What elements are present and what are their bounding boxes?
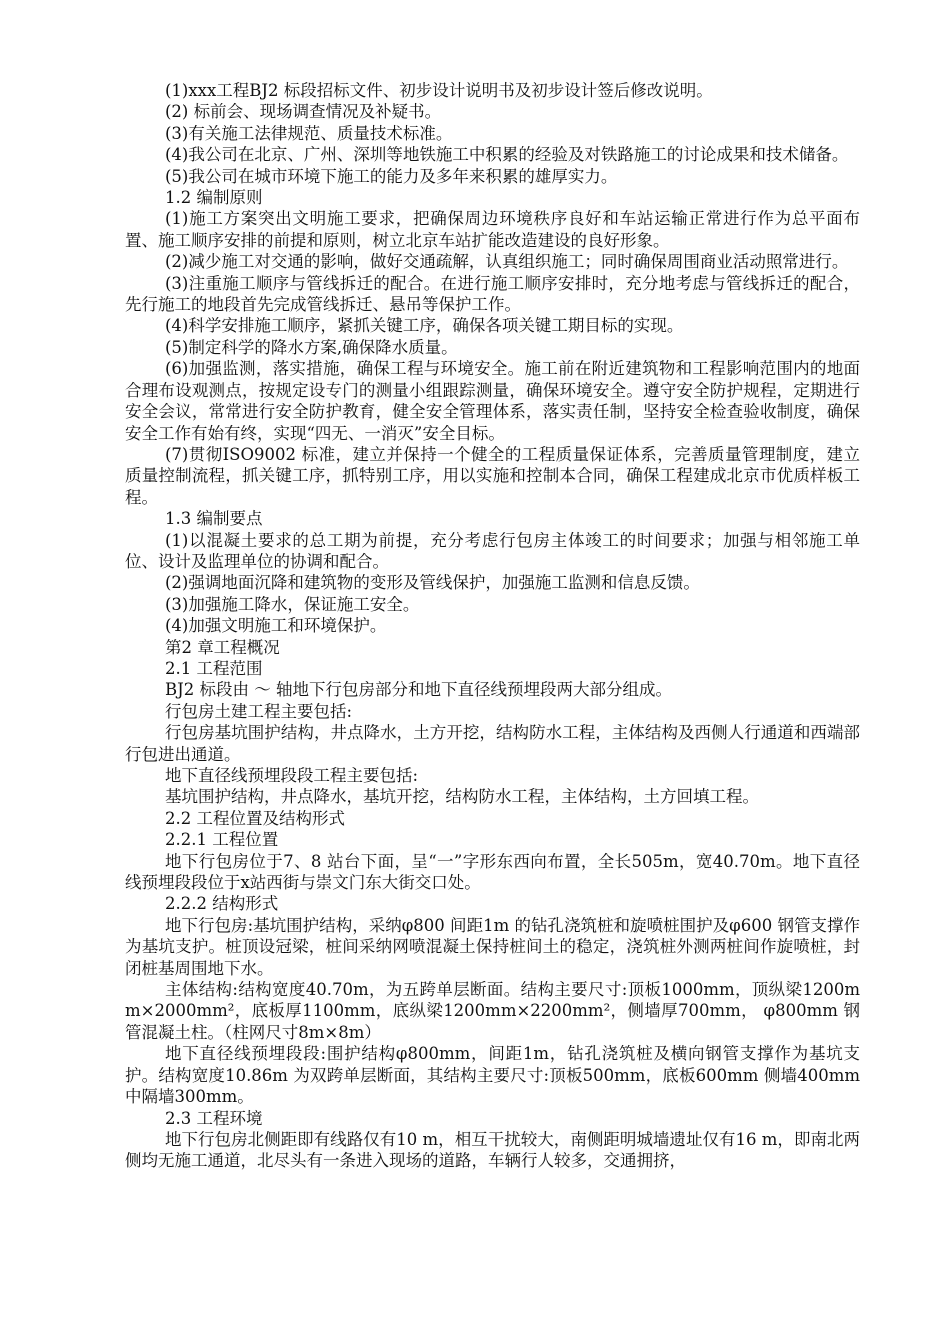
- section-heading: 2.1 工程范围: [165, 658, 263, 678]
- paragraph: 行包房土建工程主要包括:: [165, 701, 353, 721]
- paragraph: 主体结构:结构宽度40.70m，为五跨单层断面。结构主要尺寸:顶板1000mm，顶纵梁1200mm×2000mm²，底板厚1100mm，底纵梁1200mm×2200mm²，侧墙厚700mm， φ800mm 钢管混凝土柱。（柱网尺寸8m×8m）: [125, 980, 860, 1042]
- paragraph: (3)加强施工降水，保证施工安全。: [165, 594, 420, 614]
- section-heading: 2.3 工程环境: [165, 1108, 263, 1128]
- subsection-heading: 2.2.1 工程位置: [165, 830, 279, 850]
- section-heading: 2.2 工程位置及结构形式: [165, 808, 345, 828]
- paragraph: (5)制定科学的降水方案,确保降水质量。: [165, 337, 458, 357]
- paragraph: BJ2 标段由 ～ 轴地下行包房部分和地下直径线预埋段两大部分组成。: [165, 680, 672, 700]
- paragraph: (1)以混凝土要求的总工期为前提，充分考虑行包房主体竣工的时间要求；加强与相邻施工单位、设计及监理单位的协调和配合。: [125, 530, 860, 571]
- document-body: [125, 80, 866, 1172]
- paragraph: 基坑围护结构，井点降水，基坑开挖，结构防水工程，主体结构，土方回填工程。: [165, 787, 759, 807]
- paragraph: (3)注重施工顺序与管线拆迁的配合。在进行施工顺序安排时，充分地考虑与管线拆迁的配合，先行施工的地段首先完成管线拆迁、悬吊等保护工作。: [125, 273, 860, 315]
- paragraph: 地下直径线预埋段段工程主要包括:: [165, 766, 419, 785]
- paragraph: (1)xxx工程BJ2 标段招标文件、初步设计说明书及初步设计签后修改说明。: [165, 81, 713, 100]
- paragraph: (5)我公司在城市环境下施工的能力及多年来积累的雄厚实力。: [165, 166, 618, 186]
- paragraph: (3)有关施工法律规范、质量技术标准。: [165, 123, 453, 143]
- paragraph: 地下行包房:基坑围护结构，采纳φ800 间距1m 的钻孔浇筑桩和旋喷桩围护及φ600 钢管支撑作为基坑支护。桩顶设冠梁，桩间采纳网喷混凝土保持桩间土的稳定，浇筑桩外测两桩间作旋喷桩，封闭桩基周围地下水。: [125, 915, 860, 978]
- paragraph: (4)我公司在北京、广州、深圳等地铁施工中积累的经验及对铁路施工的讨论成果和技术储备。: [165, 145, 849, 165]
- section-heading: 1.2 编制原则: [165, 188, 263, 208]
- paragraph: (6)加强监测，落实措施，确保工程与环境安全。施工前在附近建筑物和工程影响范围内的地面合理布设观测点，按规定设专门的测量小组跟踪测量，确保环境安全。遵守安全防护规程，定期进行安全会议，常常进行安全防护教育，健全安全管理体系，落实责任制，坚持安全检查验收制度，确保安全工作有始有终，实现“四无、一消灭”安全目标。: [125, 359, 860, 443]
- paragraph: (7)贯彻ISO9002 标准，建立并保持一个健全的工程质量保证体系，完善质量管理制度，建立质量控制流程，抓关键工序，抓特别工序，用以实施和控制本合同，确保工程建成北京市优质样板工程。: [125, 444, 860, 507]
- paragraph: 地下行包房位于7、8 站台下面，呈“一”字形东西向布置，全长505m，宽40.70m。地下直径线预埋段段位于x站西街与崇文门东大街交口处。: [125, 851, 860, 893]
- paragraph: (4)科学安排施工顺序，紧抓关键工序，确保各项关键工期目标的实现。: [165, 316, 684, 336]
- paragraph: 地下行包房北侧距即有线路仅有10 m，相互干扰较大，南侧距明城墙遗址仅有16 m，即南北两侧均无施工通道，北尽头有一条进入现场的道路，车辆行人较多，交通拥挤，: [125, 1129, 860, 1171]
- paragraph: 行包房基坑围护结构，井点降水，土方开挖，结构防水工程，主体结构及西侧人行通道和西端部行包进出通道。: [125, 723, 860, 764]
- paragraph: (2)减少施工对交通的影响，做好交通疏解，认真组织施工；同时确保周围商业活动照常进行。: [165, 252, 849, 272]
- section-heading: 1.3 编制要点: [165, 509, 263, 529]
- chapter-heading: 第2 章工程概况: [165, 637, 280, 657]
- paragraph: (1)施工方案突出文明施工要求，把确保周边环境秩序良好和车站运输正常进行作为总平面布置、施工顺序安排的前提和原则，树立北京车站扩能改造建设的良好形象。: [125, 209, 860, 250]
- paragraph: (4)加强文明施工和环境保护。: [165, 616, 387, 636]
- subsection-heading: 2.2.2 结构形式: [165, 894, 279, 914]
- paragraph: 地下直径线预埋段段:围护结构φ800mm，间距1m，钻孔浇筑桩及横向钢管支撑作为基坑支护。结构宽度10.86m 为双跨单层断面，其结构主要尺寸:顶板500mm，底板600mm 侧墙400mm 中隔墙300mm。: [125, 1044, 866, 1107]
- paragraph: (2)强调地面沉降和建筑物的变形及管线保护，加强施工监测和信息反馈。: [165, 573, 700, 593]
- paragraph: (2) 标前会、现场调查情况及补疑书。: [165, 102, 442, 122]
